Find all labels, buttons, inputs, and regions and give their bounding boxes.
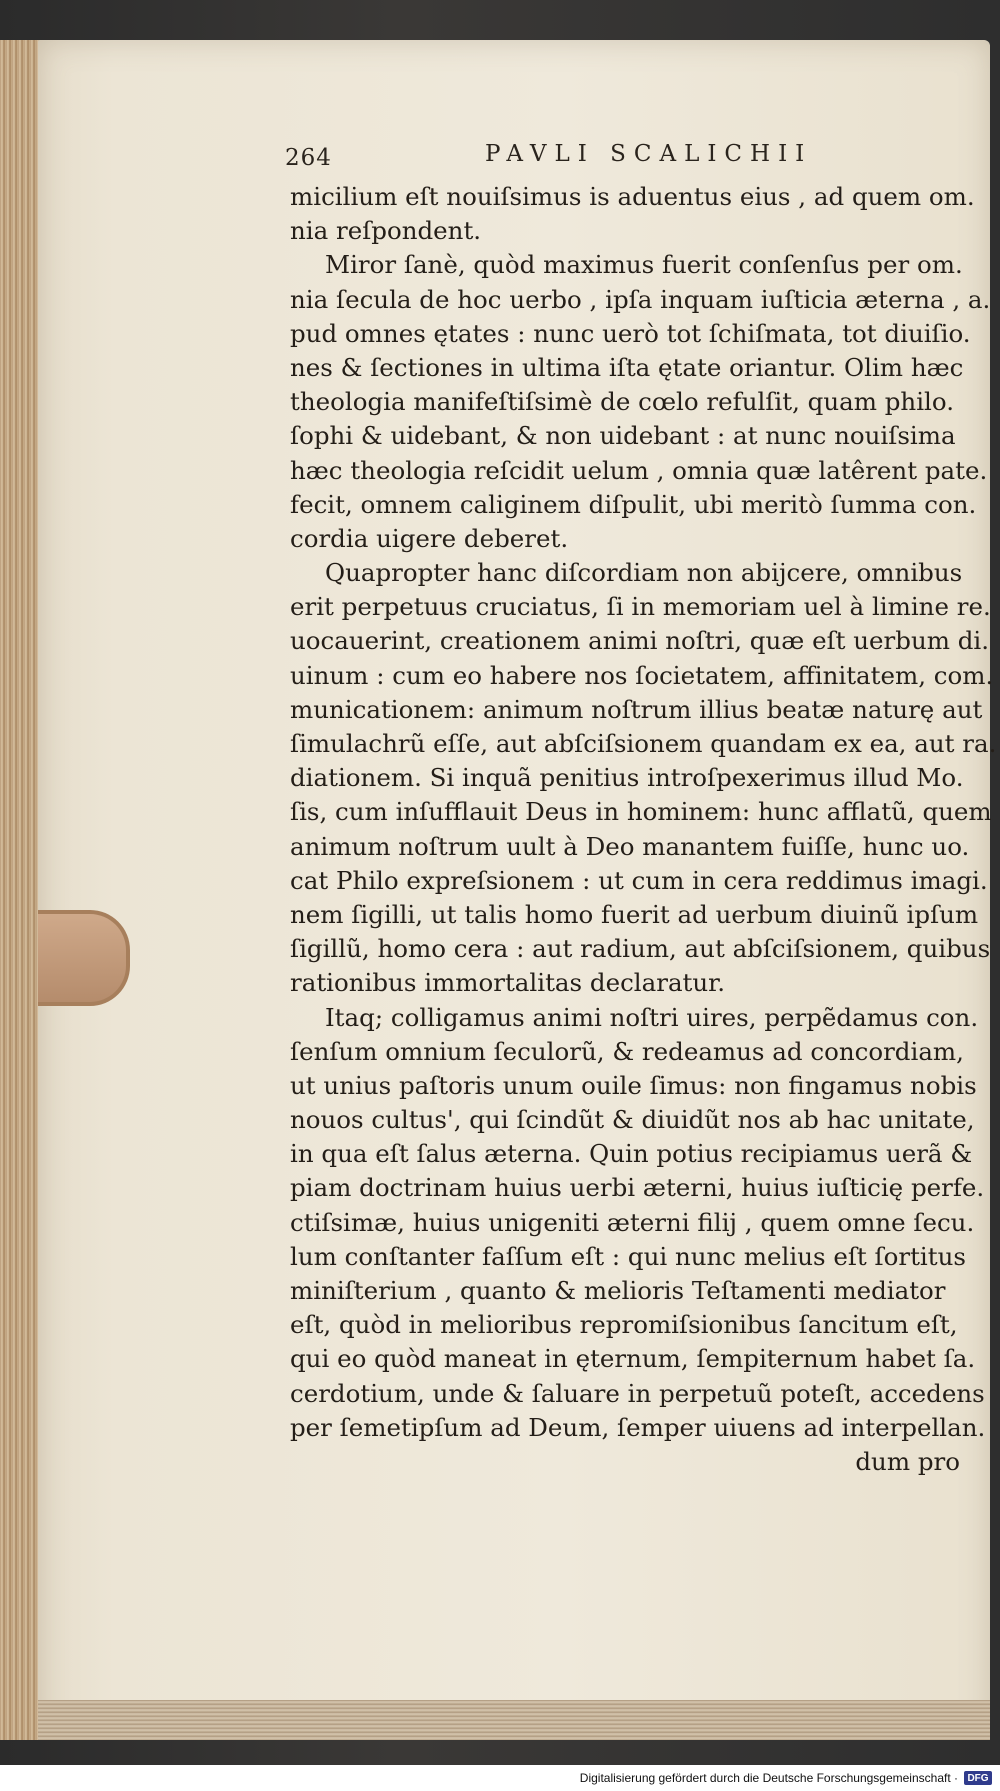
page-number: 264 [285, 145, 332, 171]
dfg-logo-icon: DFG [964, 1771, 992, 1785]
text-line: fecit, omnem caliginem diſpulit, ubi meritò ſumma con. [290, 489, 977, 519]
text-line: cat Philo expreſsionem : ut cum in cera reddimus imagi. [290, 865, 988, 895]
text-line: qui eo quòd maneat in ęternum, ſempiternum habet ſa. [290, 1344, 976, 1374]
text-line: nes & ſectiones in ultima iſta ętate oriantur. Olim hæc [290, 352, 964, 382]
text-line: eſt, quòd in melioribus repromiſsionibus ſancitum eſt, [290, 1310, 958, 1340]
text-line: pud omnes ętates : nunc uerò tot ſchiſmata, tot diuiſio. [290, 318, 971, 348]
text-line: nem ſigilli, ut talis homo fuerit ad uerbum diuinũ ipſum [290, 899, 979, 929]
text-line: erit perpetuus cruciatus, ſi in memoriam uel à limine re. [290, 592, 991, 622]
book-page-edges [0, 40, 42, 1740]
text-line: animum noſtrum uult à Deo manantem fuiſſe, hunc uo. [290, 831, 970, 861]
text-line: ut unius paſtoris unum ouile ſimus: non fingamus nobis [290, 1070, 977, 1100]
text-line: uinum : cum eo habere nos ſocietatem, affinitatem, com. [290, 660, 994, 690]
text-line: ſigillũ, homo cera : aut radium, aut abſciſsionem, quibus [290, 934, 991, 964]
text-line: in qua eſt ſalus æterna. Quin potius recipiamus uerã & [290, 1139, 973, 1169]
text-line: ſimulachrũ eſſe, aut abſciſsionem quandam ex ea, aut ra. [290, 729, 997, 758]
text-line: nia ſecula de hoc uerbo , ipſa inquam iuſticia æterna , a. [290, 284, 991, 314]
text-line: ſenſum omnium ſeculorũ, & redeamus ad concordiam, [290, 1036, 964, 1066]
body-text [290, 180, 997, 1479]
footer-bar [0, 1765, 1000, 1791]
text-line: piam doctrinam huius uerbi æterni, huius iuſticię perfe. [290, 1173, 985, 1203]
text-line: cerdotium, unde & ſaluare in perpetuũ poteſt, accedens [290, 1378, 985, 1408]
text-line: nouos cultus', qui ſcindũt & diuidũt nos ab hac unitate, [290, 1105, 975, 1135]
text-line: dum pro [855, 1446, 960, 1476]
text-line: Miror ſanè, quòd maximus fuerit conſenſus per om. [325, 250, 963, 280]
text-line: uocauerint, creationem animi noſtri, quæ eſt uerbum di. [290, 626, 990, 656]
text-line: ſophi & uidebant, & non uidebant : at nunc nouiſsima [290, 421, 956, 451]
text-line: ctiſsimæ, huius unigeniti æterni filij , quem omne ſecu. [290, 1207, 975, 1237]
text-line: hæc theologia reſcidit uelum , omnia quæ latêrent pate. [290, 455, 988, 485]
text-line: nia reſpondent. [290, 216, 482, 246]
text-line: ſis, cum inſufflauit Deus in hominem: hunc afflatũ, quem [290, 797, 992, 827]
text-line: cordia uigere deberet. [290, 523, 569, 553]
text-line: Itaq; colligamus animi noſtri uires, perpẽdamus con. [325, 1002, 979, 1032]
text-line: miniſterium , quanto & melioris Teſtamenti mediator [290, 1276, 946, 1305]
text-line: lum conſtanter faſſum eſt : qui nunc melius eſt ſortitus [290, 1241, 966, 1271]
text-line: rationibus immortalitas declaratur. [290, 968, 725, 998]
footer-credit: Digitalisierung gefördert durch die Deutsche Forschungsgemeinschaft · [579, 1771, 958, 1785]
text-line: diationem. Si inquã penitius introſpexerimus illud Mo. [290, 763, 964, 793]
book-clasp [38, 910, 130, 1006]
running-head: PAVLI SCALICHII [485, 141, 813, 167]
text-line: theologia manifeſtiſsimè de cœlo refulſit, quam philo. [290, 387, 954, 417]
text-line: per ſemetipſum ad Deum, ſemper uiuens ad interpellan. [290, 1412, 986, 1442]
text-line: micilium eſt nouiſsimus is aduentus eius , ad quem om. [290, 182, 975, 211]
text-line: Quapropter hanc diſcordiam non abijcere, omnibus [325, 558, 963, 588]
text-line: municationem: animum noſtrum illius beatæ naturę aut [290, 694, 983, 724]
